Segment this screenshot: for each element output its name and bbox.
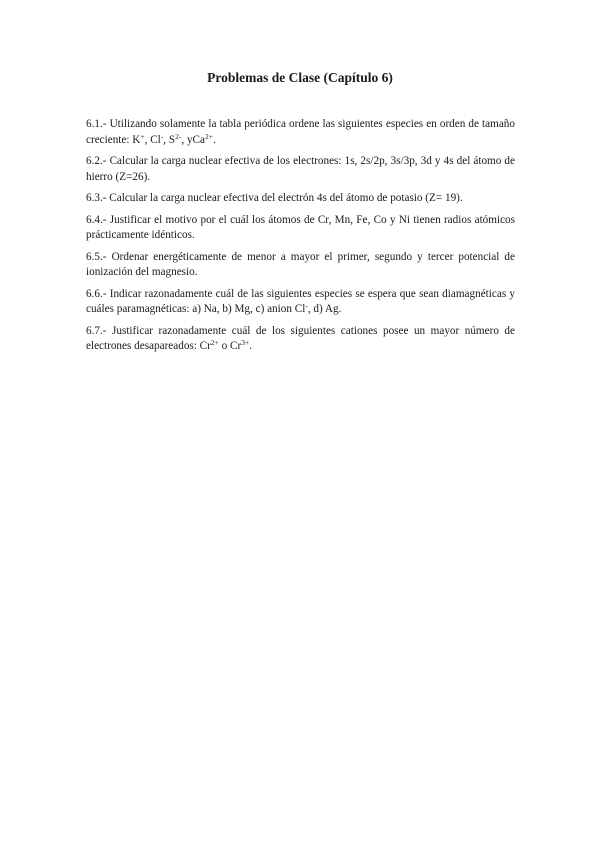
problem-item [86,191,515,207]
charge-superscript: 2+ [204,131,213,141]
page-title: Problemas de Clase (Capítulo 6) [207,70,393,85]
problem-text: . [212,133,216,146]
problem-text: o Cr [218,340,242,352]
problem-text: 6.4.- Justificar el motivo por el cuál los átomos de Cr, Mn, Fe, Co y Ni tienen radios atómicos prácticamente idénticos. [86,213,515,241]
charge-superscript: 2- [175,131,182,141]
problem-text: , Cl [144,133,161,146]
problem-item [86,250,515,281]
problem-item [86,117,515,148]
problem-text: , yCa [181,133,205,146]
charge-superscript: + [140,131,145,141]
problem-item [86,154,515,185]
problem-text: 6.5.- Ordenar energéticamente de menor a mayor el primer, segundo y tercer potencial de ionización del magnesio. [86,250,515,278]
problem-text: 6.2.- Calcular la carga nuclear efectiva de los electrones: 1s, 2s/2p, 3s/3p, 3d y 4s del átomo de hierro (Z=26). [86,155,515,183]
problem-item [86,287,515,318]
problem-text: , d) Ag. [307,303,342,315]
problem-text: 6.1.- Utilizando solamente la tabla periódica ordene las siguientes especies en orden de tamaño creciente: K [86,118,515,146]
charge-superscript: 2+ [210,338,219,347]
problem-list [86,117,515,361]
problem-text: 6.6.- Indicar razonadamente cuál de las siguientes especies se espera que sean diamagnéticas y cuáles paramagnéticas: a) Na, b) Mg, c) anion Cl [86,287,515,315]
problem-item [86,213,515,244]
problem-text: , S [163,133,176,146]
charge-superscript: 3+ [241,338,250,347]
problem-text: 6.3.- Calcular la carga nuclear efectiva del electrón 4s del átomo de potasio (Z= 19). [86,192,463,204]
problem-text: . [249,340,253,352]
problem-item [86,324,515,355]
charge-superscript: - [160,131,164,141]
problem-text: 6.7.- Justificar razonadamente cuál de los siguientes cationes posee un mayor número de electrones desapareados: Cr [86,324,515,352]
charge-superscript: - [305,301,308,310]
